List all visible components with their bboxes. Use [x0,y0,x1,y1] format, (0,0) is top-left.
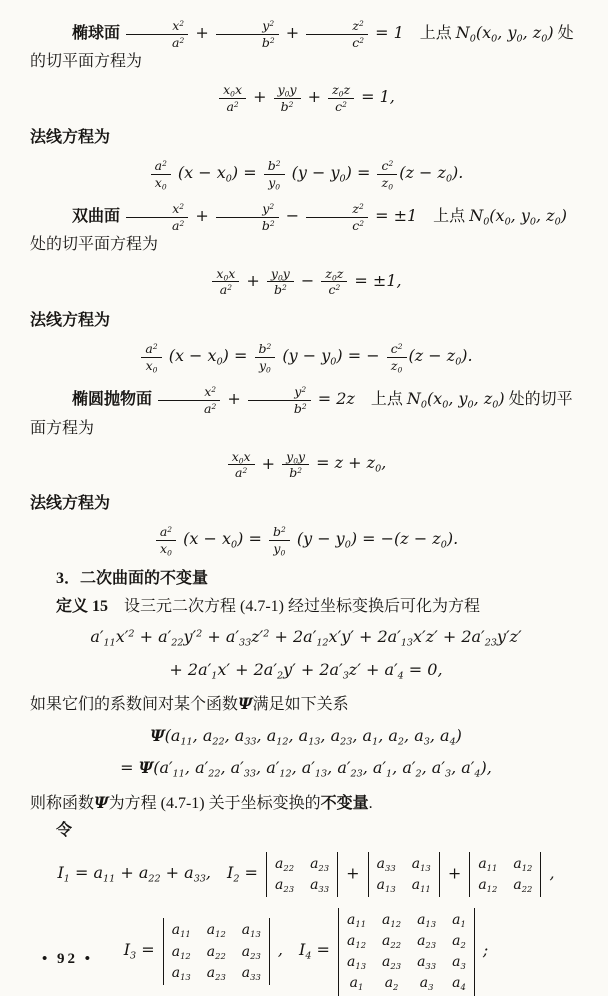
math-run: $(x - x_0)$ = [172,162,262,185]
math-run: + [222,389,246,409]
equation-psi-relation-line1 [30,726,582,748]
math-run: + [241,270,265,290]
determinant-cell: $a_1$ [452,911,466,929]
fraction-denominator: $x_0$ [145,357,158,375]
label-normal-equation-3 [30,492,582,515]
text-run-bold: 椭圆抛物面 [72,391,157,409]
math-run: $(y - y_0)$ = [286,162,376,185]
math-run: = 1 [370,22,404,42]
fraction-numerator: $b^2$ [269,524,290,541]
fraction-denominator: $z_0$ [381,174,394,192]
math-run: + $2a'_1x' + 2a'_2y' + 2a'_3z' + a'_4 = 0$, [169,659,443,681]
determinant-cell: $a_{23}$ [310,855,330,873]
math-run: ($a_{11}$, $a_{22}$, $a_{33}$, $a_{12}$, $a_{13}$, $a_{23}$, $a_1$, $a_2$, $a_3$, $a_4$) [164,725,462,747]
paragraph-ellipsoid-tangent-intro [30,18,582,73]
determinant-cell: $a_{22}$ [382,933,402,950]
fraction-numerator: $x^2$ [126,18,188,35]
fraction-numerator: $y^2$ [216,18,279,35]
equation-invariants-I3-I4 [30,908,582,996]
fraction-denominator: $b^2$ [261,34,275,50]
determinant-cell: $a_{22}$ [206,943,226,961]
determinant [368,852,440,897]
math-run: $N_0(x_0$, $y_0$, $z_0$) [469,205,567,228]
determinant-cell: $a_{13}$ [347,954,367,972]
math-run: + [190,205,214,225]
math-run: ($a'_{11}$, $a'_{22}$, $a'_{33}$, $a'_{12}$, $a'_{13}$, $a'_{23}$, $a'_1$, $a'_2$, $a'_3$, $a'_4$), [153,758,492,780]
fraction-denominator: $b^2$ [261,217,275,233]
text-run: 处的切平面方程为 [30,24,574,71]
fraction-denominator: $a^2$ [172,217,185,233]
text-run-bold: 法线方程为 [30,494,111,512]
math-run: $(y - y_0)$ = − [277,345,385,368]
math-run: $I_3$ = [123,940,160,962]
determinant-cell: $a_{33}$ [376,855,396,873]
fraction-denominator: $b^2$ [293,400,307,416]
fraction-numerator: $y_0y$ [282,449,309,466]
determinant-cell: $a_{22}$ [513,876,533,894]
fraction-numerator: $y_0y$ [274,82,301,99]
fraction-denominator: $b^2$ [289,465,303,481]
determinant-cell: $a_{22}$ [275,855,295,873]
determinant [338,908,475,996]
fraction [141,341,161,373]
math-run: , $I_4$ = [272,940,335,962]
fraction [156,524,176,556]
fraction-denominator: $a^2$ [219,282,232,298]
paragraph-definition-15 [30,595,582,618]
label-normal-equation-2 [30,309,582,332]
fraction-numerator: $z_0z$ [328,82,354,99]
fraction [228,449,255,481]
fraction [158,384,220,416]
fraction-numerator: $y^2$ [216,201,279,218]
text-run: 为方程 (4.7-1) 关于坐标变换的 [108,795,321,813]
fraction [306,18,368,50]
paragraph-invariant-conclusion [30,791,582,815]
determinant-cell: $a_{13}$ [241,922,261,940]
fraction-numerator: $c^2$ [377,158,397,175]
determinant-grid [275,855,329,894]
math-run: = ±1 [370,205,418,225]
equation-paraboloid-normal-line [30,524,582,556]
determinant-cell: $a_{23}$ [241,943,261,961]
determinant-cell: $a_{12}$ [382,911,402,929]
text-run-bold: 不变量 [320,795,369,813]
math-run: + [302,87,327,107]
determinant-cell: $a_{13}$ [171,964,191,982]
text-run: 上点 [403,24,456,42]
fraction [321,266,347,298]
math-run: $N_0(x_0$, $y_0$, $z_0$) [406,389,505,411]
text-run: 设三元二次方程 (4.7-1) 经过坐标变换后可化为方程 [108,597,481,615]
fraction-numerator: $y_0y$ [267,266,294,283]
equation-hyperboloid-tangent-plane [30,266,582,298]
determinant-cell: $a_{33}$ [310,876,330,894]
determinant-cell: $a_{11}$ [347,911,367,929]
determinant-cell: $a_{23}$ [382,954,402,972]
equation-transformed-quadratic-line2 [30,660,582,682]
fraction-denominator: $y_0$ [273,540,286,558]
fraction [126,18,188,50]
determinant-cell: $a_{33}$ [417,954,437,972]
math-run: = [120,758,139,778]
math-run: ; [477,940,489,960]
determinant-cell: $a_2$ [384,975,399,993]
fraction [269,524,290,556]
determinant-cell: $a_{11}$ [478,855,498,873]
text-run: 如果它们的系数间对某个函数 [30,696,239,714]
determinant-cell: $a_3$ [452,954,466,972]
fraction-numerator: $x_0x$ [212,266,239,283]
fraction [264,158,285,190]
equation-invariants-I1-I2 [30,852,582,897]
fraction-denominator: $c^2$ [352,34,364,50]
equation-psi-relation-line2 [30,758,582,780]
section-heading-invariants [30,567,582,590]
math-symbol: Ψ [150,725,165,745]
fraction [387,341,407,373]
fraction [255,341,276,373]
fraction [126,201,188,233]
fraction [212,266,239,298]
fraction-denominator: $x_0$ [160,540,172,558]
math-run: + [256,453,281,473]
math-run: , [544,862,555,882]
determinant-cell: $a_{23}$ [206,964,226,982]
fraction-denominator: $a^2$ [226,99,239,115]
fraction-numerator: $y^2$ [248,384,311,401]
math-run: + [341,862,365,882]
math-run: $a'_{11}x'^2 + a'_{22}y'^2 + a'_{33}z'^2 + 2a'_{12}x'y' + 2a'_{13}x'z' + 2a'_{23}y'z'$ [90,626,522,649]
math-run: = 1, [356,87,395,107]
fraction-denominator: $z_0$ [390,357,403,375]
fraction [219,82,246,114]
fraction-denominator: $a^2$ [172,34,185,50]
determinant-cell: $a_{33}$ [241,964,261,982]
math-run: $(z - z_0)$. [399,162,464,185]
fraction [274,82,301,114]
determinant-cell: $a_{13}$ [376,876,396,894]
text-run-bold: 双曲面 [72,207,125,225]
text-run: . [368,795,373,813]
determinant-cell: $a_{13}$ [411,855,431,873]
math-run: = $z + z_0$, [311,453,387,475]
determinant-cell: $a_4$ [452,975,466,993]
fraction [328,82,354,114]
math-run: $(y - y_0) = -(z - z_0)$. [291,528,459,551]
fraction-denominator: $y_0$ [258,357,271,375]
determinant-grid [478,855,532,894]
determinant-cell: $a_{12}$ [478,876,498,894]
fraction-numerator: $x_0x$ [219,82,246,99]
equation-transformed-quadratic-line1 [30,627,582,649]
math-run: − [295,270,320,290]
text-run: 上点 [417,207,470,225]
determinant-grid [172,921,261,982]
determinant-cell: $a_{13}$ [417,911,437,929]
text-run-bold: 定义 15 [56,597,109,615]
paragraph-coefficient-relation [30,692,582,716]
fraction-numerator: $b^2$ [255,341,276,358]
fraction-denominator: $b^2$ [280,99,294,115]
equation-paraboloid-tangent-plane [30,449,582,481]
fraction-denominator: $a^2$ [235,465,248,481]
text-run: 处的切平面方程为 [30,391,573,437]
math-symbol: Ψ [94,793,109,813]
fraction-denominator: $x_0$ [154,174,167,192]
fraction-denominator: $c^2$ [328,282,341,298]
math-run: $(x - x_0)$ = [163,345,253,368]
determinant [266,852,338,897]
determinant-cell: $a_{12}$ [347,933,367,950]
determinant-cell: $a_{11}$ [171,922,191,940]
fraction [267,266,294,298]
text-run-bold: 法线方程为 [30,128,111,146]
determinant [163,918,270,985]
text-run: 满足如下关系 [252,696,349,714]
equation-ellipsoid-tangent-plane [30,82,582,114]
determinant-cell: $a_2$ [452,933,466,950]
text-run: 上点 [354,391,407,409]
fraction-numerator: $x^2$ [158,384,220,401]
math-run: $(z - z_0)$. [408,345,473,368]
fraction-numerator: $x^2$ [126,201,188,218]
determinant-grid [377,855,431,894]
determinant-cell: $a_{12}$ [171,943,191,961]
text-run-bold: 3．二次曲面的不变量 [56,570,209,588]
determinant-cell: $a_1$ [349,975,364,993]
determinant-cell: $a_3$ [419,975,434,993]
text-run: 处的切平面方程为 [30,236,159,254]
equation-hyperboloid-normal-line [30,341,582,373]
fraction-numerator: $a^2$ [156,524,176,541]
fraction-numerator: $z_0z$ [321,266,347,283]
math-run: + [280,22,305,42]
math-run: $(x - x_0)$ = [178,528,267,551]
math-run: $I_1 = a_{11} + a_{22} + a_{33}$, $I_2$ = [57,862,264,885]
fraction-numerator: $b^2$ [264,158,285,175]
math-run: − [280,205,305,225]
label-normal-equation-1 [30,126,582,149]
fraction-denominator: $b^2$ [273,282,287,298]
fraction-numerator: $x_0x$ [228,449,255,466]
determinant-cell: $a_{11}$ [411,876,431,894]
fraction [306,201,368,233]
fraction [248,384,311,416]
math-run: $N_0(x_0$, $y_0$, $z_0$) [455,22,554,45]
determinant-cell: $a_{23}$ [275,876,295,894]
math-run: + [248,87,272,107]
determinant [469,852,541,897]
determinant-cell: $a_{12}$ [513,855,533,873]
text-run: 则称函数 [30,795,95,813]
fraction-denominator: $y_0$ [268,174,281,192]
fraction-denominator: $c^2$ [352,217,364,233]
math-run: = 2z [312,389,355,409]
fraction-numerator: $z^2$ [306,201,368,218]
math-run: + [190,22,214,42]
fraction [282,449,309,481]
text-run-bold: 椭球面 [72,24,125,42]
fraction-denominator: $a^2$ [204,400,217,416]
text-run-bold: 令 [56,822,73,840]
fraction [151,158,171,190]
fraction-numerator: $c^2$ [387,341,407,358]
determinant-cell: $a_{12}$ [206,922,226,940]
paragraph-paraboloid-tangent-intro [30,384,582,439]
determinant-cell: $a_{23}$ [417,933,437,950]
fraction [377,158,397,190]
math-run: = ±1, [349,270,402,290]
math-run: + [442,862,467,882]
math-symbol: Ψ [138,758,154,778]
fraction-numerator: $a^2$ [141,341,161,358]
fraction-numerator: $a^2$ [151,158,171,175]
paragraph-hyperboloid-tangent-intro [30,201,582,256]
fraction-numerator: $z^2$ [306,18,368,35]
fraction [216,201,279,233]
fraction-denominator: $c^2$ [335,99,347,115]
determinant-grid [347,911,466,993]
page-number: • 92 • [42,951,94,967]
text-run-bold: 法线方程为 [30,311,111,329]
fraction [216,18,279,50]
math-symbol: Ψ [238,694,253,714]
label-let [30,819,582,842]
equation-ellipsoid-normal-line [30,158,582,190]
